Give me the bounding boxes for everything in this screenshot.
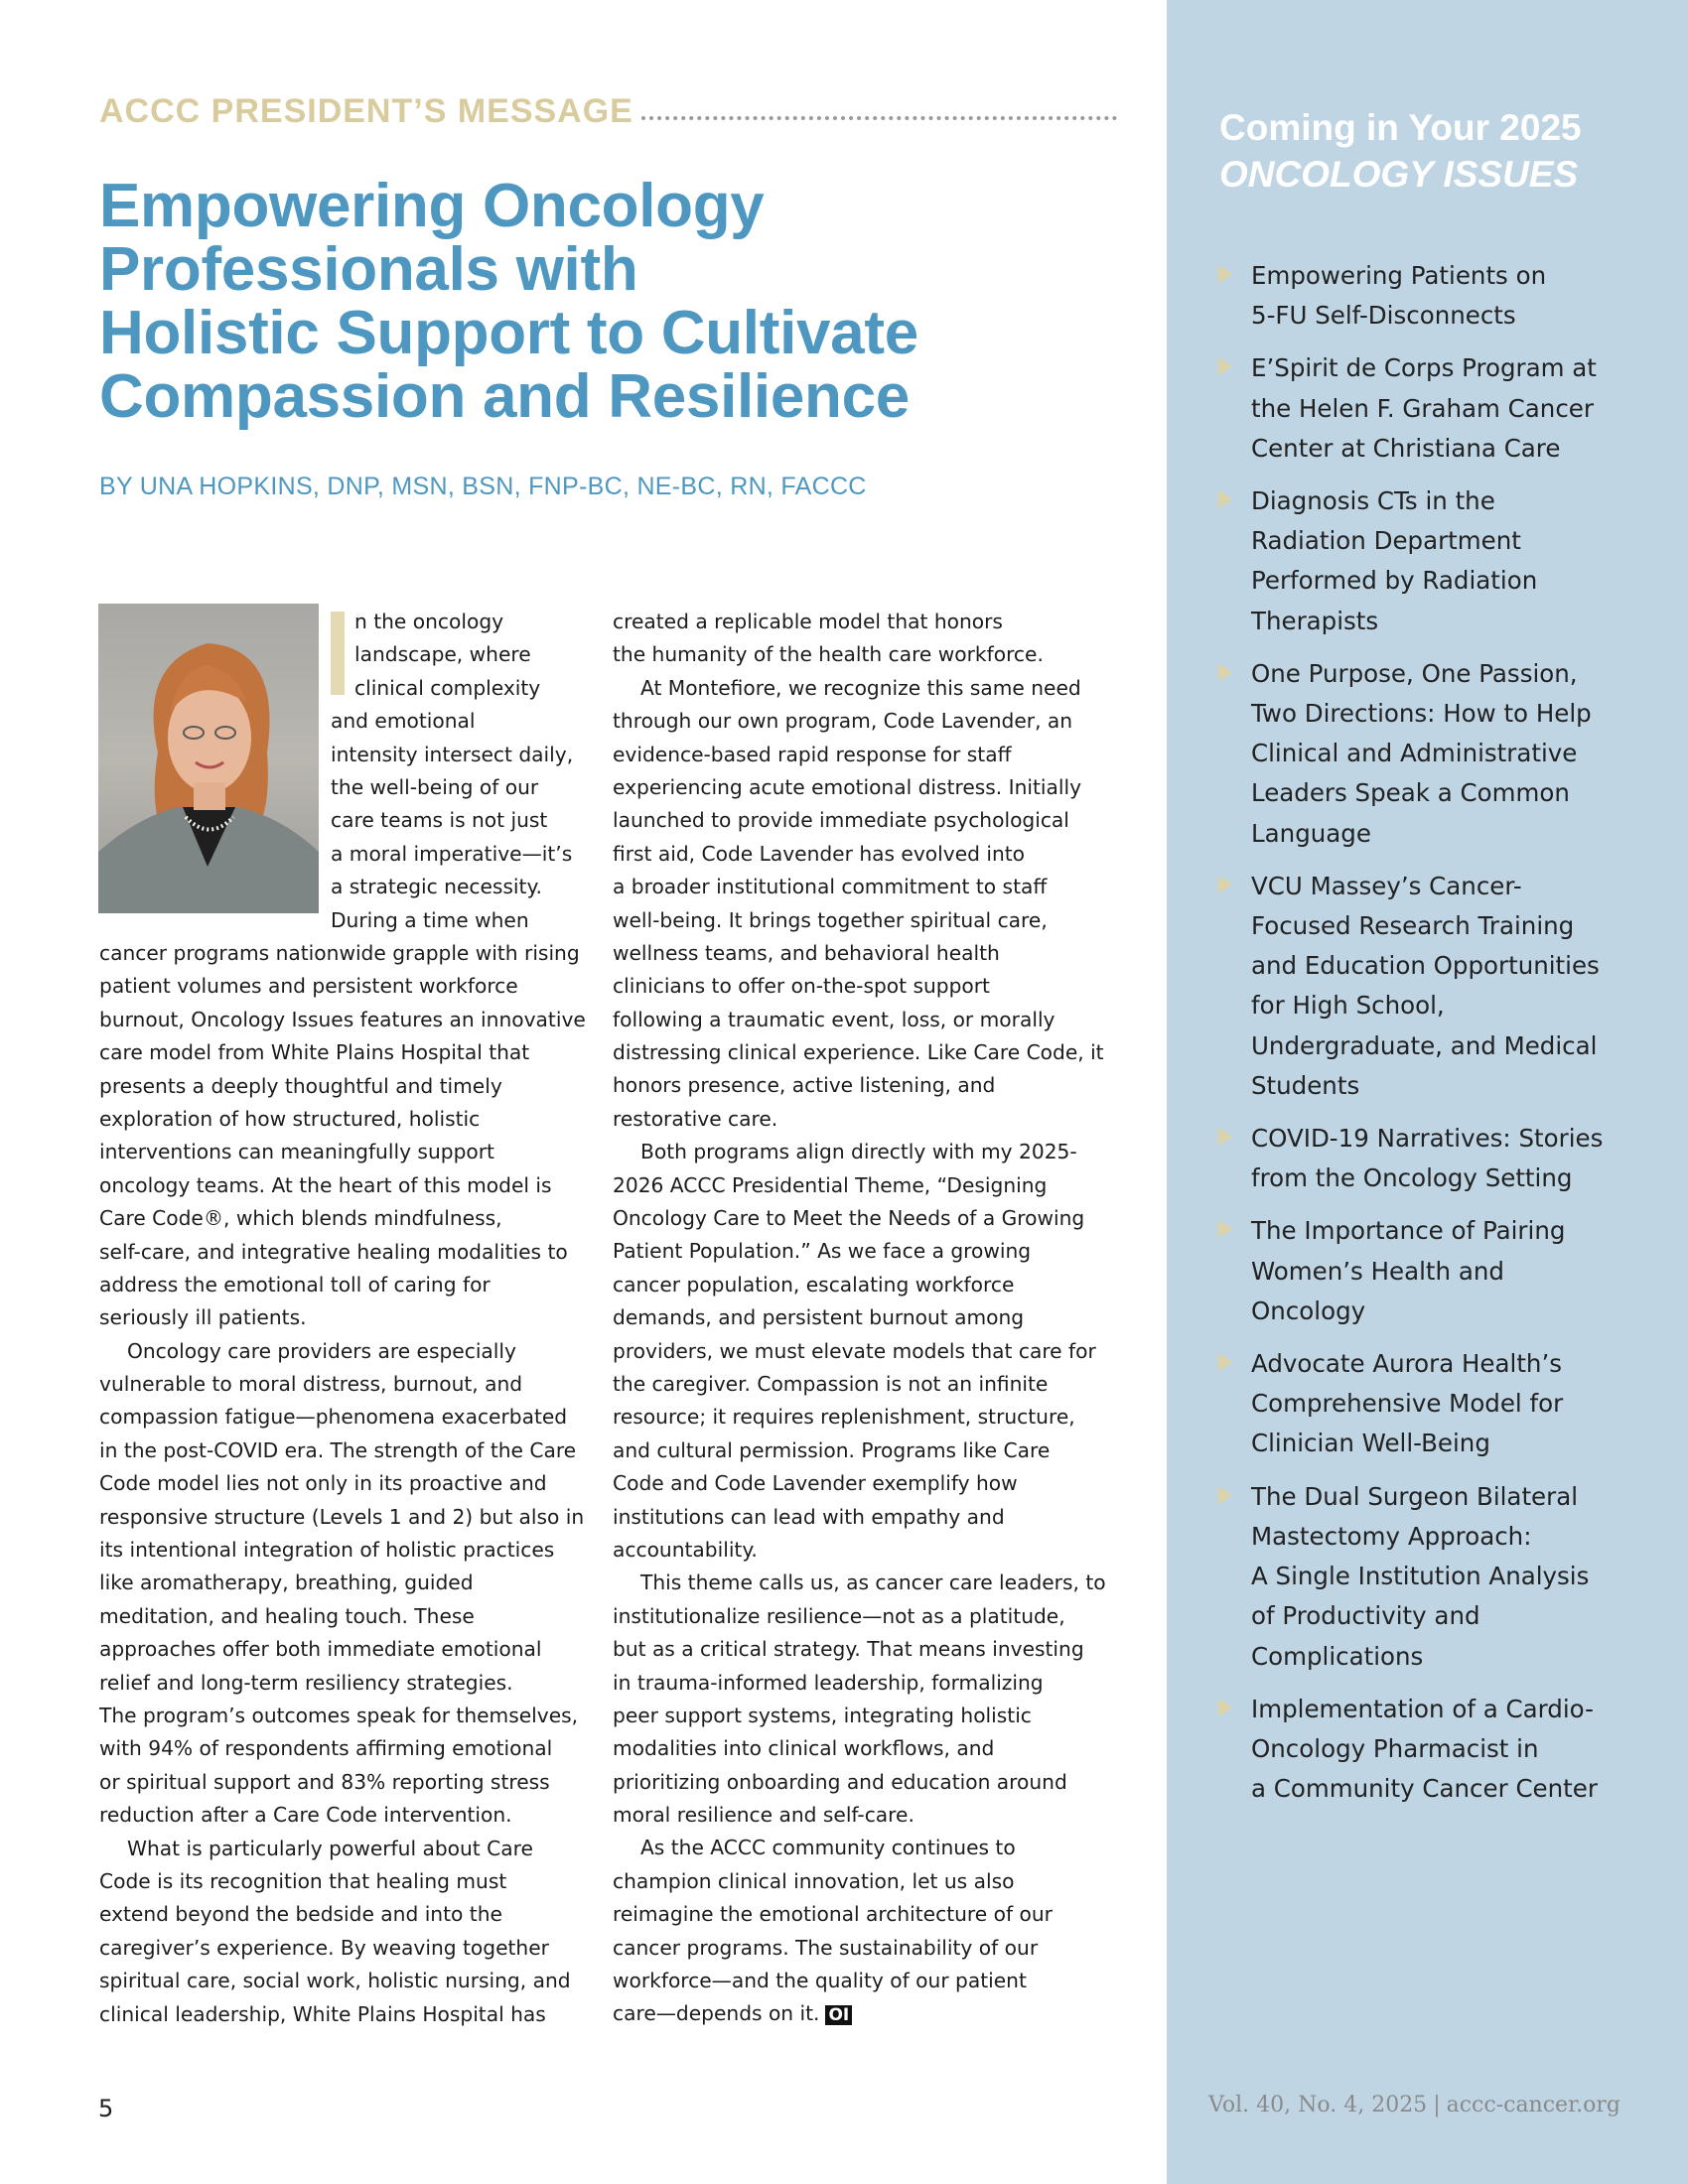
body-line: resource; it requires replenishment, structure, [613, 1405, 1075, 1430]
sidebar-title-line2: ONCOLOGY ISSUES [1219, 154, 1579, 195]
title-line: Holistic Support to Cultivate [99, 299, 918, 367]
body-line: During a time when [331, 907, 529, 932]
list-item-line: Diagnosis CTs in the [1251, 486, 1495, 516]
body-line: launched to provide immediate psychological [613, 808, 1069, 833]
title-line: Compassion and Resilience [99, 362, 910, 431]
body-line: its intentional integration of holistic practices [99, 1538, 555, 1563]
body-line: experiencing acute emotional distress. Initially [613, 774, 1082, 799]
author-portrait-image [98, 604, 319, 913]
body-line: Oncology Care to Meet the Needs of a Growing [613, 1206, 1085, 1231]
list-item-line: E’Spirit de Corps Program at [1251, 353, 1597, 383]
triangle-bullet-icon [1218, 1353, 1232, 1371]
body-line: Patient Population.” As we face a growing [613, 1239, 1032, 1264]
body-line: the caregiver. Compassion is not an infinite [613, 1371, 1049, 1396]
body-line: restorative care. [613, 1106, 778, 1131]
body-line: the well-being of our [331, 774, 539, 799]
body-line: demands, and persistent burnout among [613, 1305, 1025, 1330]
body-line: a moral imperative—it’s [331, 841, 573, 866]
body-line: distressing clinical experience. Like Care Code, it [613, 1040, 1104, 1065]
body-line: approaches offer both immediate emotional [99, 1637, 542, 1662]
triangle-bullet-icon [1218, 1699, 1232, 1716]
body-line: self-care, and integrative healing modalities to [99, 1239, 568, 1264]
body-line: interventions can meaningfully support [99, 1140, 494, 1164]
list-item-line: Oncology [1251, 1296, 1366, 1325]
body-line: cancer population, escalating workforce [613, 1272, 1015, 1297]
body-line: champion clinical innovation, let us also [613, 1868, 1015, 1893]
body-line: This theme calls us, as cancer care leaders, to [640, 1570, 1106, 1595]
body-line: prioritizing onboarding and education around [613, 1769, 1067, 1794]
end-mark: OI [825, 2005, 852, 2025]
last-body-line [613, 1997, 1106, 2030]
list-item [1217, 256, 1654, 336]
body-line: reimagine the emotional architecture of our [613, 1902, 1053, 1927]
list-item-line: and Education Opportunities [1251, 951, 1600, 981]
body-line: seriously ill patients. [99, 1305, 307, 1330]
body-line: As the ACCC community continues to [640, 1836, 1016, 1860]
list-item-line: the Helen F. Graham Cancer [1251, 393, 1594, 423]
list-item-line: Oncology Pharmacist in [1251, 1733, 1539, 1763]
section-label-text: ACCC PRESIDENT’S MESSAGE [99, 91, 633, 130]
body-line: like aromatherapy, breathing, guided [99, 1570, 474, 1595]
body-line: oncology teams. At the heart of this model is [99, 1172, 552, 1197]
list-item [1217, 1690, 1654, 1810]
byline: BY UNA HOPKINS, DNP, MSN, BSN, FNP-BC, NE-BC, RN, FACCC [99, 473, 867, 500]
list-item-line: COVID-19 Narratives: Stories [1251, 1124, 1604, 1154]
body-line: Both programs align directly with my 2025- [640, 1140, 1077, 1164]
body-line: burnout, Oncology Issues features an innovative [99, 1007, 586, 1031]
list-item-line: 5-FU Self-Disconnects [1251, 301, 1516, 331]
triangle-bullet-icon [1218, 265, 1232, 283]
list-item-line: from the Oncology Setting [1251, 1163, 1573, 1193]
footer-separator: | [1433, 2093, 1441, 2117]
body-line: extend beyond the bedside and into the [99, 1902, 502, 1927]
upcoming-articles-list [1217, 256, 1654, 1822]
body-line: responsive structure (Levels 1 and 2) but also in [99, 1504, 585, 1529]
body-line: The program’s outcomes speak for themselves, [99, 1703, 579, 1727]
list-item-line: Radiation Department [1251, 526, 1521, 556]
list-item-line: Implementation of a Cardio- [1251, 1694, 1594, 1723]
body-line: moral resilience and self-care. [613, 1803, 914, 1828]
list-item-line: Empowering Patients on [1251, 261, 1547, 290]
body-line: Care Code®, which blends mindfulness, [99, 1206, 502, 1231]
list-item [1217, 1119, 1654, 1198]
list-item-line: A Single Institution Analysis [1251, 1562, 1590, 1591]
body-line: cancer programs. The sustainability of our [613, 1935, 1039, 1960]
body-line: with 94% of respondents affirming emotional [99, 1736, 553, 1761]
body-line-text: care—depends on it. [613, 2001, 820, 2026]
body-line: in trauma-informed leadership, formalizing [613, 1670, 1044, 1695]
body-line: evidence-based rapid response for staff [613, 742, 1012, 766]
triangle-bullet-icon [1218, 357, 1232, 375]
body-line: What is particularly powerful about Care [127, 1836, 533, 1860]
body-line: vulnerable to moral distress, burnout, and [99, 1372, 523, 1397]
body-line: workforce—and the quality of our patient [613, 1969, 1027, 1993]
body-line: clinical complexity [354, 675, 541, 700]
list-item-line: Leaders Speak a Common [1251, 778, 1570, 808]
body-line: Code model lies not only in its proactive and [99, 1471, 547, 1496]
body-line: Oncology care providers are especially [127, 1338, 516, 1363]
sidebar-title [1219, 104, 1582, 198]
body-line: n the oncology [354, 610, 504, 633]
list-item-line: VCU Massey’s Cancer- [1251, 871, 1522, 900]
body-line: relief and long-term resiliency strategies. [99, 1670, 513, 1695]
list-item-line: Therapists [1251, 606, 1379, 635]
body-line: clinicians to offer on-the-spot support [613, 974, 990, 999]
author-photo [98, 604, 319, 913]
triangle-bullet-icon [1218, 490, 1232, 508]
list-item-line: a Community Cancer Center [1251, 1774, 1598, 1804]
body-line: institutionalize resilience—not as a platitude, [613, 1603, 1065, 1628]
list-item-line: for High School, [1251, 991, 1445, 1021]
list-item [1217, 1211, 1654, 1331]
list-item-line: The Dual Surgeon Bilateral [1251, 1481, 1579, 1511]
body-line: intensity intersect daily, [331, 742, 574, 766]
list-item-line: Mastectomy Approach: [1251, 1521, 1532, 1551]
section-label [99, 91, 1117, 131]
body-line: but as a critical strategy. That means investing [613, 1637, 1084, 1662]
list-item [1217, 1344, 1654, 1464]
body-line: 2026 ACCC Presidential Theme, “Designing [613, 1172, 1048, 1197]
body-line: care teams is not just [331, 808, 548, 833]
column-2 [613, 606, 1106, 2031]
triangle-bullet-icon [1218, 1220, 1232, 1238]
body-line: care model from White Plains Hospital that [99, 1040, 530, 1065]
body-line: patient volumes and persistent workforce [99, 974, 518, 999]
body-line: peer support systems, integrating holistic [613, 1703, 1032, 1727]
list-item-line: Focused Research Training [1251, 911, 1575, 941]
triangle-bullet-icon [1218, 1128, 1232, 1146]
list-item-line: Comprehensive Model for [1251, 1389, 1564, 1419]
body-line: the humanity of the health care workforce. [613, 642, 1044, 667]
triangle-bullet-icon [1218, 1486, 1232, 1504]
triangle-bullet-icon [1218, 663, 1232, 681]
list-item-line: Advocate Aurora Health’s [1251, 1349, 1563, 1379]
sidebar-title-line1: Coming in Your 2025 [1219, 107, 1582, 148]
body-line: providers, we must elevate models that care for [613, 1338, 1096, 1363]
body-line: spiritual care, social work, holistic nursing, and [99, 1969, 571, 1993]
dotted-rule [641, 116, 1117, 120]
body-line: caregiver’s experience. By weaving together [99, 1935, 549, 1960]
list-item-line: Performed by Radiation [1251, 566, 1538, 596]
list-item-line: Center at Christiana Care [1251, 433, 1561, 463]
body-line: Code and Code Lavender exemplify how [613, 1471, 1018, 1496]
body-line: and cultural permission. Programs like Care [613, 1437, 1051, 1462]
footer-issue-info [1208, 2093, 1620, 2117]
triangle-bullet-icon [1218, 876, 1232, 893]
body-line: At Montefiore, we recognize this same need [640, 675, 1081, 700]
body-line: created a replicable model that honors [613, 610, 1003, 633]
body-line: accountability. [613, 1537, 758, 1562]
column-1-beside-photo [331, 606, 573, 937]
list-item-line: Women’s Health and [1251, 1256, 1504, 1286]
body-line: in the post-COVID era. The strength of the Care [99, 1437, 577, 1462]
list-item-line: of Productivity and [1251, 1601, 1480, 1631]
body-line: reduction after a Care Code intervention. [99, 1803, 512, 1828]
list-item [1217, 481, 1654, 641]
body-line: Code is its recognition that healing must [99, 1868, 507, 1893]
list-item-line: Two Directions: How to Help [1251, 699, 1592, 729]
body-line: following a traumatic event, loss, or morally [613, 1007, 1055, 1031]
body-line: clinical leadership, White Plains Hospital has [99, 2001, 546, 2026]
body-line: presents a deeply thoughtful and timely [99, 1073, 502, 1098]
list-item-line: Undergraduate, and Medical [1251, 1030, 1598, 1060]
body-line: meditation, and healing touch. These [99, 1603, 475, 1628]
list-item [1217, 654, 1654, 854]
body-line: a broader institutional commitment to staff [613, 875, 1048, 899]
footer-site: accc-cancer.org [1446, 2093, 1621, 2117]
page-number: 5 [98, 2095, 114, 2122]
title-line: Professionals with [99, 235, 638, 304]
body-line: and emotional [331, 709, 476, 734]
list-item [1217, 348, 1654, 469]
body-line: well-being. It brings together spiritual care, [613, 907, 1048, 932]
column-1-below-photo [99, 937, 586, 2031]
body-line: or spiritual support and 83% reporting stress [99, 1769, 550, 1794]
body-line: a strategic necessity. [331, 875, 542, 899]
body-line: wellness teams, and behavioral health [613, 940, 1000, 965]
body-line: address the emotional toll of caring for [99, 1272, 491, 1297]
list-item-line: Clinician Well-Being [1251, 1429, 1490, 1458]
list-item [1217, 1477, 1654, 1677]
body-line: modalities into clinical workflows, and [613, 1736, 995, 1761]
list-item-line: Clinical and Administrative [1251, 739, 1578, 768]
list-item-line: One Purpose, One Passion, [1251, 658, 1578, 688]
title-line: Empowering Oncology [99, 172, 765, 240]
body-line: honors presence, active listening, and [613, 1073, 996, 1098]
list-item-line: Complications [1251, 1641, 1424, 1671]
body-line: first aid, Code Lavender has evolved into [613, 841, 1026, 866]
body-line: compassion fatigue—phenomena exacerbated [99, 1405, 568, 1430]
article-title [99, 172, 1092, 431]
list-item [1217, 867, 1654, 1106]
body-line: institutions can lead with empathy and [613, 1504, 1005, 1529]
body-line: through our own program, Code Lavender, an [613, 709, 1073, 734]
footer-volume: Vol. 40, No. 4, 2025 [1208, 2093, 1428, 2117]
list-item-line: Language [1251, 818, 1371, 848]
list-item-line: The Importance of Pairing [1251, 1216, 1566, 1246]
body-line: landscape, where [354, 642, 531, 667]
body-line: exploration of how structured, holistic [99, 1106, 481, 1131]
list-item-line: Students [1251, 1070, 1360, 1100]
body-line: cancer programs nationwide grapple with rising [99, 941, 580, 965]
